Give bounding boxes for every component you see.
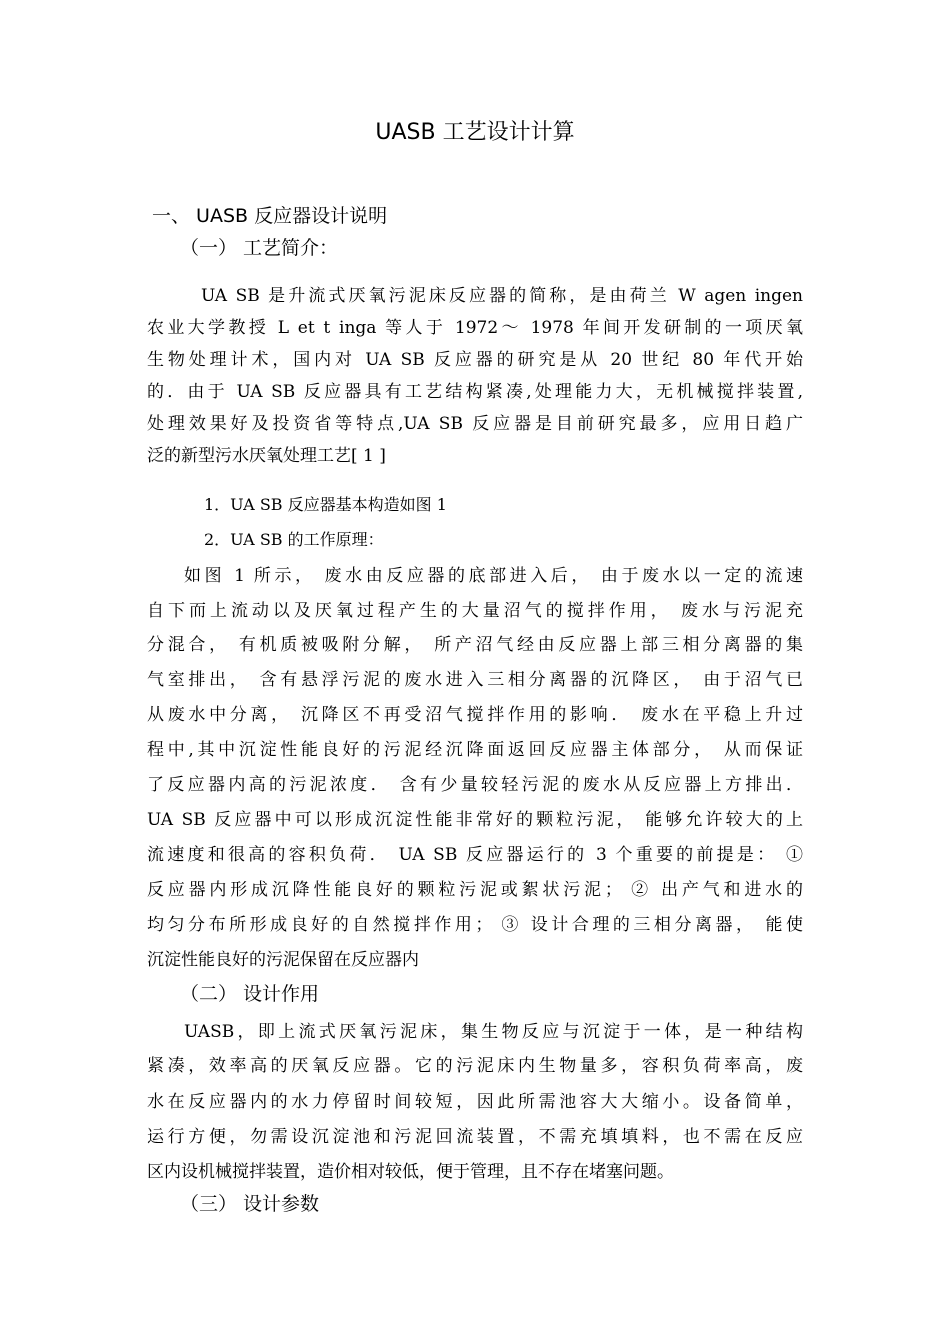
list-item: 2．UA SB 的工作原理：	[204, 530, 384, 549]
paragraph-line: 了反应器内高的污泥浓度． 含有少量较轻污泥的废水从反应器上方排出．	[147, 775, 803, 795]
paragraph-line: 生物处理计术，国内对 UA SB 反应器的研究是从 20 世纪 80 年代开始	[147, 350, 803, 370]
paragraph-line: 反应器内形成沉降性能良好的颗粒污泥或絮状污泥； ② 出产气和进水的	[147, 880, 803, 900]
page-title: UASB 工艺设计计算	[375, 120, 575, 145]
paragraph-line: 沉淀性能良好的污泥保留在反应器内	[147, 950, 419, 970]
paragraph-line: 均匀分布所形成良好的自然搅拌作用； ③ 设计合理的三相分离器， 能使	[147, 915, 803, 935]
paragraph-line: 农业大学教授 L et t inga 等人于 1972～ 1978 年间开发研制的一项厌氧	[147, 318, 803, 338]
paragraph-line: 紧凑，效率高的厌氧反应器。它的污泥床内生物量多，容积负荷率高，废	[147, 1056, 803, 1076]
paragraph-line: 分混合， 有机质被吸附分解， 所产沼气经由反应器上部三相分离器的集	[147, 635, 803, 655]
paragraph-line: 泛的新型污水厌氧处理工艺[ 1 ]	[147, 446, 386, 466]
paragraph-line: 处理效果好及投资省等特点,UA SB 反应器是目前研究最多，应用日趋广	[147, 414, 803, 434]
paragraph-line: 流速度和很高的容积负荷． UA SB 反应器运行的 3 个重要的前提是： ①	[147, 845, 803, 865]
paragraph-line: 如图 1 所示， 废水由反应器的底部进入后， 由于废水以一定的流速	[184, 566, 803, 586]
subsection-heading-3: （三） 设计参数	[180, 1193, 320, 1215]
paragraph-line: 水在反应器内的水力停留时间较短，因此所需池容大大缩小。设备简单，	[147, 1092, 803, 1112]
subsection-heading-1: （一） 工艺简介：	[180, 237, 339, 259]
paragraph-line: 自下而上流动以及厌氧过程产生的大量沼气的搅拌作用， 废水与污泥充	[147, 601, 803, 621]
paragraph-line: UA SB 反应器中可以形成沉淀性能非常好的颗粒污泥， 能够允许较大的上	[147, 810, 803, 830]
paragraph-line: UASB，即上流式厌氧污泥床，集生物反应与沉淀于一体，是一种结构	[184, 1022, 803, 1042]
paragraph-line: UA SB 是升流式厌氧污泥床反应器的简称，是由荷兰 W agen ingen	[201, 286, 803, 306]
paragraph-line: 区内设机械搅拌装置，造价相对较低，便于管理，且不存在堵塞问题。	[147, 1162, 674, 1182]
section-heading-1: 一、 UASB 反应器设计说明	[152, 205, 388, 227]
subsection-heading-2: （二） 设计作用	[180, 983, 320, 1005]
paragraph-line: 程中,其中沉淀性能良好的污泥经沉降面返回反应器主体部分， 从而保证	[147, 740, 803, 760]
list-item: 1．UA SB 反应器基本构造如图 1	[204, 495, 447, 514]
paragraph-line: 气室排出， 含有悬浮污泥的废水进入三相分离器的沉降区， 由于沼气已	[147, 670, 803, 690]
paragraph-line: 的．由于 UA SB 反应器具有工艺结构紧凑,处理能力大，无机械搅拌装置,	[147, 382, 803, 402]
paragraph-line: 从废水中分离， 沉降区不再受沼气搅拌作用的影响． 废水在平稳上升过	[147, 705, 803, 725]
paragraph-line: 运行方便，勿需设沉淀池和污泥回流装置，不需充填填料，也不需在反应	[147, 1127, 803, 1147]
